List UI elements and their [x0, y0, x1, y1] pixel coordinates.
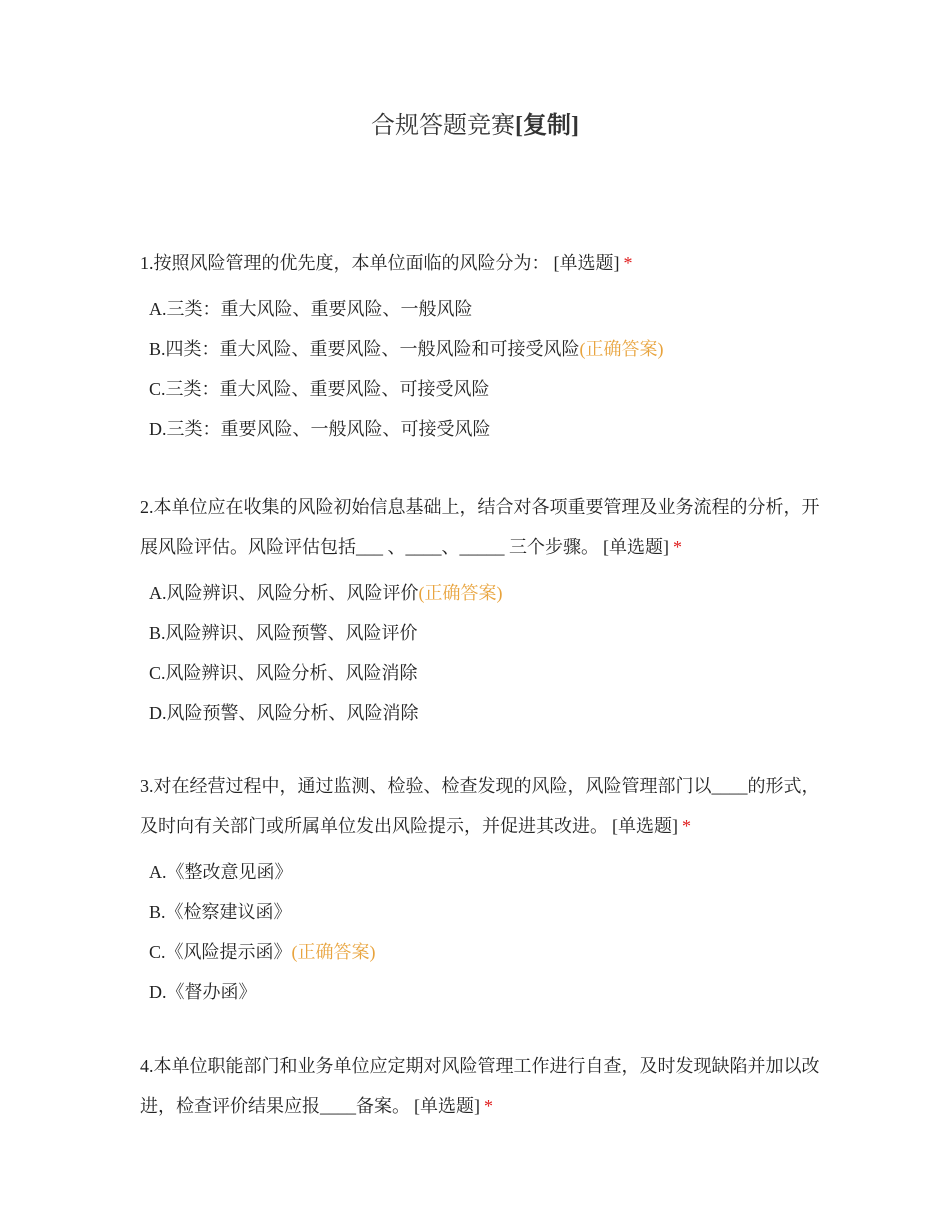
correct-answer-tag: (正确答案) — [291, 942, 376, 962]
option-label: B.四类：重大风险、重要风险、一般风险和可接受风险 — [149, 339, 580, 359]
required-mark: * — [673, 537, 682, 557]
option-b — [149, 892, 820, 932]
question-2 — [140, 487, 820, 733]
option-label: C.风险辨识、风险分析、风险消除 — [149, 663, 418, 683]
question-4 — [140, 1046, 820, 1126]
option-b — [149, 613, 820, 653]
question-type: [单选题] — [612, 816, 678, 836]
option-list — [140, 573, 820, 733]
option-d — [149, 972, 820, 1012]
option-label: D.三类：重要风险、一般风险、可接受风险 — [149, 419, 491, 439]
required-mark: * — [623, 253, 633, 273]
option-label: A.《整改意见函》 — [149, 862, 293, 882]
question-stem: 4.本单位职能部门和业务单位应定期对风险管理工作进行自查，及时发现缺陷并加以改进，检查评价结果应报____备案。 — [140, 1056, 820, 1116]
option-d — [149, 409, 820, 449]
required-mark: * — [682, 816, 691, 836]
required-mark: * — [484, 1096, 493, 1116]
question-stem: 2.本单位应在收集的风险初始信息基础上，结合对各项重要管理及业务流程的分析，开展风险评估。风险评估包括___ 、____、_____ 三个步骤。 — [140, 497, 820, 557]
option-label: B.《检察建议函》 — [149, 902, 292, 922]
question-text — [140, 243, 820, 283]
question-text — [140, 766, 820, 846]
option-label: C.三类：重大风险、重要风险、可接受风险 — [149, 379, 490, 399]
correct-answer-tag: (正确答案) — [579, 339, 664, 359]
question-3 — [140, 766, 820, 1012]
option-label: D.《督办函》 — [149, 982, 257, 1002]
option-c — [149, 932, 820, 972]
option-label: C.《风险提示函》 — [149, 942, 292, 962]
question-1 — [140, 243, 820, 449]
option-list — [140, 289, 820, 449]
option-a — [149, 289, 820, 329]
option-c — [149, 369, 820, 409]
page-title — [0, 108, 950, 144]
option-c — [149, 653, 820, 693]
question-stem: 1.按照风险管理的优先度，本单位面临的风险分为： — [140, 253, 550, 273]
question-type: [单选题] — [603, 537, 669, 557]
option-b — [149, 329, 820, 369]
question-stem: 3.对在经营过程中，通过监测、检验、检查发现的风险，风险管理部门以____的形式，及时向有关部门或所属单位发出风险提示，并促进其改进。 — [140, 776, 820, 836]
question-type: [单选题] — [414, 1096, 480, 1116]
title-suffix: [复制] — [515, 113, 579, 139]
option-a — [149, 573, 820, 613]
title-main: 合规答题竞赛 — [371, 113, 515, 139]
correct-answer-tag: (正确答案) — [418, 583, 503, 603]
question-type: [单选题] — [553, 253, 620, 273]
option-label: A.风险辨识、风险分析、风险评价 — [149, 583, 419, 603]
option-list — [140, 852, 820, 1012]
option-label: D.风险预警、风险分析、风险消除 — [149, 703, 419, 723]
option-a — [149, 852, 820, 892]
option-d — [149, 693, 820, 733]
option-label: B.风险辨识、风险预警、风险评价 — [149, 623, 418, 643]
question-text — [140, 487, 820, 567]
question-text — [140, 1046, 820, 1126]
option-label: A.三类：重大风险、重要风险、一般风险 — [149, 299, 473, 319]
